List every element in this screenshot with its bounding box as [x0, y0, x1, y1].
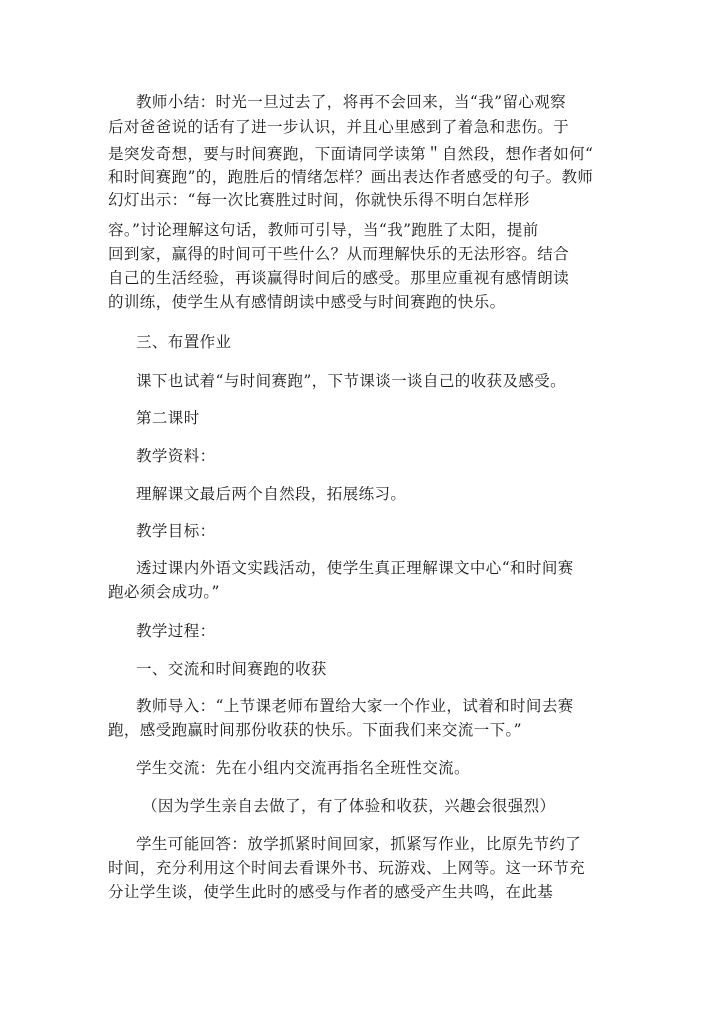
paragraph-line: 教师小结：时光一旦过去了，将再不会回来，当“我”留心观察: [136, 93, 567, 111]
paragraph-line: 后对爸爸说的话有了进一步认识，并且心里感到了着急和悲伤。于: [108, 118, 570, 136]
section-heading: 教学目标：: [136, 522, 216, 540]
section-heading: 教学过程：: [136, 622, 216, 640]
paragraph-line: 自己的生活经验，再谈赢得时间后的感受。那里应重视有感情朗读: [108, 269, 570, 287]
section-heading: 教学资料：: [136, 447, 216, 465]
paragraph-line: 回到家，赢得的时间可干些什么？从而理解快乐的无法形容。结合: [108, 245, 570, 263]
paragraph-line: 的训练，使学生从有感情朗读中感受与时间赛跑的快乐。: [108, 293, 506, 311]
paragraph-line: 和时间赛跑”的，跑胜后的情绪怎样？画出表达作者感受的句子。教师: [108, 168, 594, 186]
paragraph-line: 教师导入：“上节课老师布置给大家一个作业，试着和时间去赛: [136, 697, 574, 715]
paragraph-line: 是突发奇想，要与时间赛跑，下面请同学读第＂自然段，想作者如何“: [108, 145, 594, 163]
paragraph-line: 时间，充分利用这个时间去看课外书、玩游戏、上网等。这一环节充: [108, 859, 586, 877]
paragraph-line: 理解课文最后两个自然段，拓展练习。: [136, 485, 407, 503]
paragraph-line: 学生可能回答：放学抓紧时间回家，抓紧写作业，比原先节约了: [136, 835, 582, 853]
paragraph-line: 透过课内外语文实践活动，使学生真正理解课文中心“和时间赛: [136, 559, 574, 577]
section-heading: 一、交流和时间赛跑的收获: [136, 660, 327, 678]
paragraph-line: 容。”讨论理解这句话，教师可引导，当“我”跑胜了太阳，提前: [108, 221, 539, 239]
paragraph-line: 分让学生谈，使学生此时的感受与作者的感受产生共鸣，在此基: [108, 883, 554, 901]
paragraph-line: 跑必须会成功。”: [108, 583, 220, 601]
paragraph-line: 课下也试着“与时间赛跑”，下节课谈一谈自己的收获及感受。: [136, 372, 567, 390]
paragraph-line: （因为学生亲自去做了，有了体验和收获，兴趣会很强烈）: [142, 797, 556, 815]
section-heading: 第二课时: [136, 409, 200, 427]
paragraph-line: 幻灯出示：“每一次比赛胜过时间，你就快乐得不明白怎样形: [108, 191, 530, 209]
paragraph-line: 跑，感受跑赢时间那份收获的快乐。下面我们来交流一下。”: [108, 721, 522, 739]
paragraph-line: 学生交流：先在小组内交流再指名全班性交流。: [136, 759, 470, 777]
section-heading: 三、布置作业: [136, 333, 232, 351]
